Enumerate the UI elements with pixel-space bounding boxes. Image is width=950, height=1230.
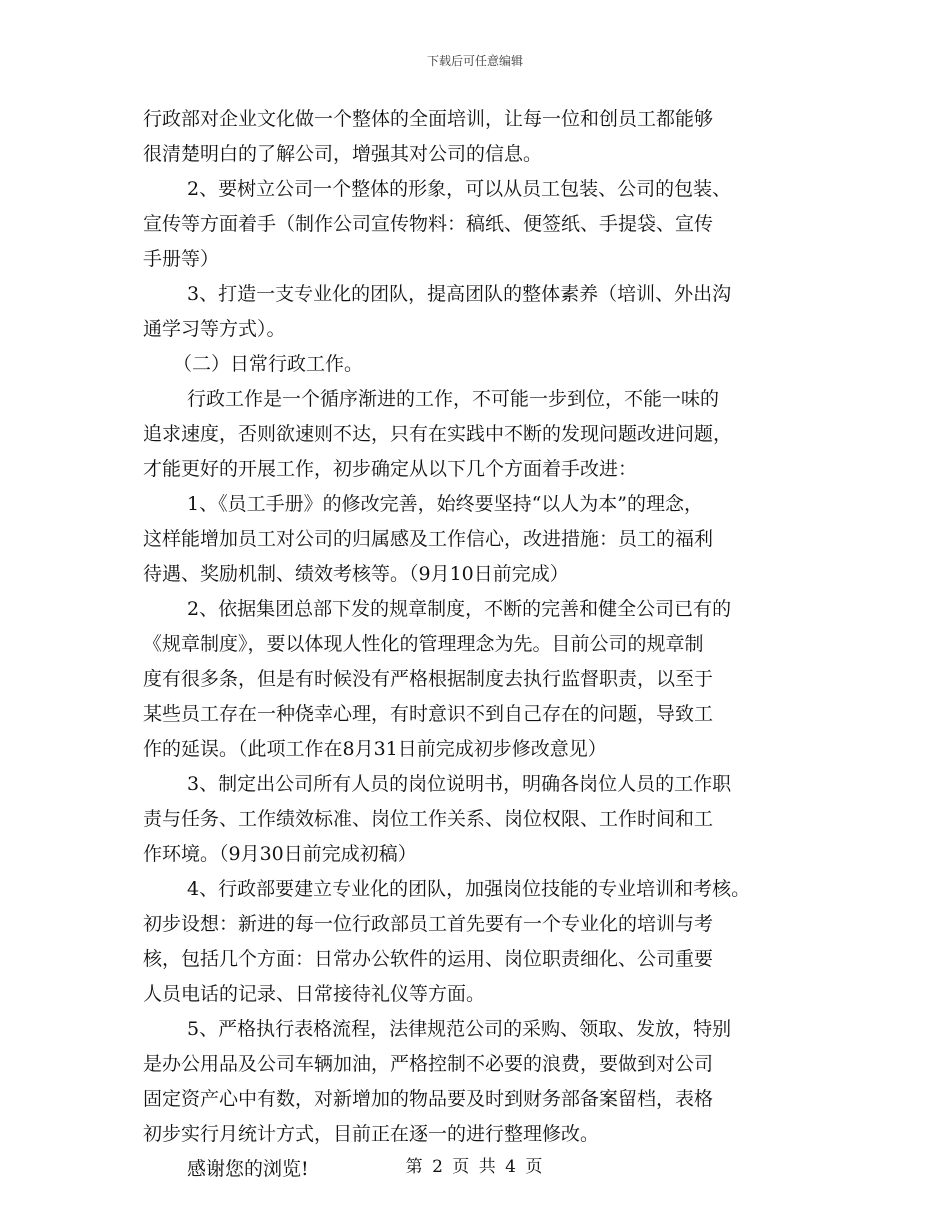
body-line: 是办公用品及公司车辆加油，严格控制不必要的浪费，要做到对公司	[143, 1053, 714, 1075]
body-line: 5、严格执行表格流程，法律规范公司的采购、领取、发放，特别	[187, 1018, 732, 1040]
body-line: 初步设想：新进的每一位行政部员工首先要有一个专业化的培训与考	[143, 913, 714, 935]
body-line: 才能更好的开展工作，初步确定从以下几个方面着手改进：	[143, 458, 638, 480]
body-line: 2、要树立公司一个整体的形象，可以从员工包装、公司的包装、	[187, 178, 732, 200]
body-line: 某些员工存在一种侥幸心理，有时意识不到自己存在的问题，导致工	[143, 703, 714, 725]
closing-line: 感谢您的浏览!	[187, 1158, 309, 1180]
body-line: 4、行政部要建立专业化的团队，加强岗位技能的专业培训和考核。	[187, 878, 751, 900]
body-line: 责与任务、工作绩效标准、岗位工作关系、岗位权限、工作时间和工	[143, 808, 714, 830]
body-line: 追求速度，否则欲速则不达，只有在实践中不断的发现问题改进问题，	[143, 423, 733, 445]
body-line: 作环境。（9月30日前完成初稿）	[143, 843, 417, 865]
body-line: 手册等）	[143, 248, 220, 270]
body-line: 2、依据集团总部下发的规章制度，不断的完善和健全公司已有的	[187, 598, 732, 620]
body-line: 3、制定出公司所有人员的岗位说明书，明确各岗位人员的工作职	[187, 773, 732, 795]
body-line: 行政工作是一个循序渐进的工作，不可能一步到位，不能一味的	[187, 388, 720, 410]
body-line: 核，包括几个方面：日常办公软件的运用、岗位职责细化、公司重要	[143, 948, 714, 970]
body-line: 作的延误。（此项工作在8月31日前完成初步修改意见）	[143, 738, 607, 760]
document-body	[143, 102, 807, 1187]
body-line: 通学习等方式）。	[143, 318, 286, 340]
body-line: 人员电话的记录、日常接待礼仪等方面。	[143, 983, 486, 1005]
body-line: 1、《员工手册》的修改完善，始终要坚持“以人为本”的理念，	[187, 493, 704, 515]
body-line: 固定资产心中有数，对新增加的物品要及时到财务部备案留档，表格	[143, 1088, 714, 1110]
body-line: 宣传等方面着手（制作公司宣传物料：稿纸、便签纸、手提袋、宣传	[143, 213, 714, 235]
body-line: 这样能增加员工对公司的归属感及工作信心，改进措施：员工的福利	[143, 528, 714, 550]
body-line: 待遇、奖励机制、绩效考核等。（9月10日前完成）	[143, 563, 569, 585]
body-line: 行政部对企业文化做一个整体的全面培训，让每一位和创员工都能够	[143, 108, 714, 130]
body-line: 《规章制度》，要以体现人性化的管理理念为先。目前公司的规章制	[143, 633, 704, 655]
body-line: 度有很多条，但是有时候没有严格根据制度去执行监督职责，以至于	[143, 668, 714, 690]
page-header: 下载后可任意编辑	[426, 54, 523, 68]
body-line: 3、打造一支专业化的团队，提高团队的整体素养（培训、外出沟	[187, 283, 732, 305]
page-footer: 第 2 页 共 4 页	[405, 1157, 545, 1177]
body-line: 很清楚明白的了解公司，增强其对公司的信息。	[143, 143, 543, 165]
body-line: 初步实行月统计方式，目前正在逐一的进行整理修改。	[143, 1123, 600, 1145]
section-heading: （二）日常行政工作。	[173, 353, 364, 375]
